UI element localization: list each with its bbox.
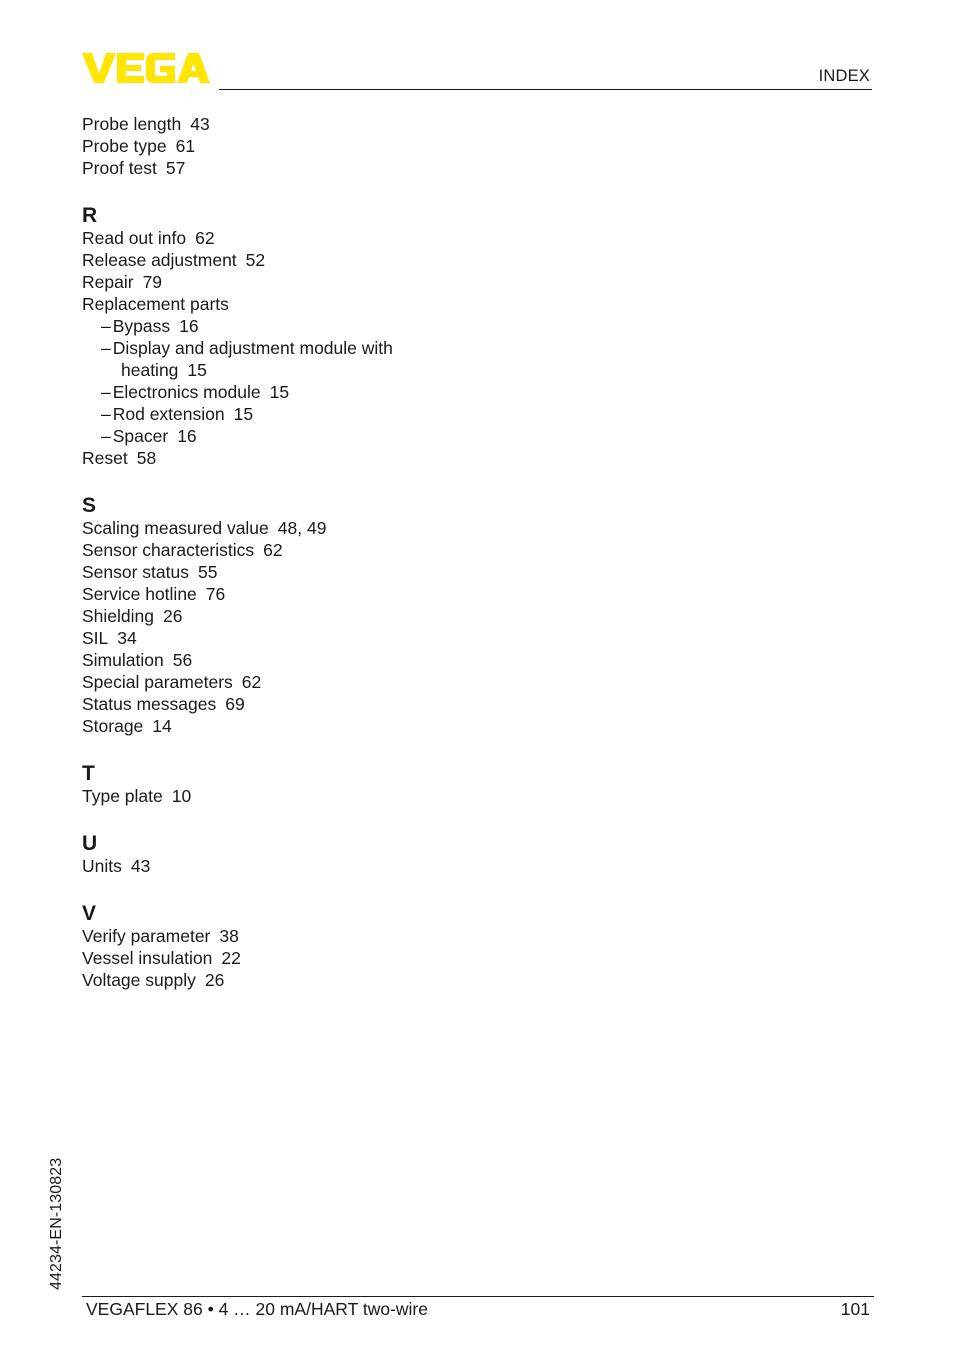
index-term: Replacement parts bbox=[82, 294, 229, 314]
index-entry bbox=[82, 693, 602, 715]
index-section-u bbox=[82, 833, 602, 877]
index-page-ref: 15 bbox=[233, 404, 254, 424]
index-subentry bbox=[82, 315, 602, 337]
index-term: Vessel insulation bbox=[82, 948, 213, 968]
index-term: Simulation bbox=[82, 650, 164, 670]
index-entry bbox=[82, 969, 602, 991]
index-entry bbox=[82, 583, 602, 605]
index-term: Electronics module bbox=[112, 382, 261, 402]
index-page-ref: 26 bbox=[163, 606, 183, 626]
index-section-t bbox=[82, 763, 602, 807]
index-page-ref: 43 bbox=[130, 856, 151, 876]
index-term: heating bbox=[121, 360, 179, 380]
index-entry bbox=[82, 447, 602, 469]
index-page-ref: 43 bbox=[190, 114, 210, 134]
index-subentry bbox=[82, 337, 602, 359]
index-entry bbox=[82, 605, 602, 627]
index-term: Read out info bbox=[82, 228, 187, 248]
index-letter-heading: T bbox=[82, 762, 95, 785]
index-term: Shielding bbox=[82, 606, 154, 626]
index-subentry-continuation bbox=[82, 359, 602, 381]
subentry-dash: – bbox=[101, 426, 111, 446]
footer-page-number: 101 bbox=[840, 1299, 870, 1319]
index-page-ref: 48, 49 bbox=[277, 518, 327, 538]
index-entry bbox=[82, 113, 602, 135]
index-term: Repair bbox=[82, 272, 134, 292]
index-page-ref: 62 bbox=[241, 672, 262, 692]
index-term: Display and adjustment module with bbox=[112, 338, 393, 358]
index-term: Service hotline bbox=[82, 584, 197, 604]
index-page-ref: 16 bbox=[177, 426, 197, 446]
subentry-dash: – bbox=[101, 382, 111, 402]
index-page-ref: 10 bbox=[171, 786, 192, 806]
index-entry bbox=[82, 135, 602, 157]
index-term: Storage bbox=[82, 716, 144, 736]
vega-logo-mark bbox=[82, 51, 212, 84]
index-page-ref: 61 bbox=[175, 136, 196, 156]
index-entry bbox=[82, 561, 602, 583]
index-entry bbox=[82, 649, 602, 671]
subentry-dash: – bbox=[101, 338, 111, 358]
index-page-ref: 62 bbox=[263, 540, 283, 560]
index-page-ref: 76 bbox=[205, 584, 226, 604]
header-section-label: INDEX bbox=[818, 67, 870, 85]
index-entry bbox=[82, 627, 602, 649]
index-subentry bbox=[82, 381, 602, 403]
index-page-ref: 22 bbox=[221, 948, 241, 968]
subentry-dash: – bbox=[101, 404, 111, 424]
index-entry bbox=[82, 293, 602, 315]
index-term: Units bbox=[82, 856, 122, 876]
footer-document-title: VEGAFLEX 86 • 4 … 20 mA/HART two-wire bbox=[86, 1299, 428, 1319]
index-term: Sensor status bbox=[82, 562, 189, 582]
index-page-ref: 79 bbox=[142, 272, 163, 292]
index-entry bbox=[82, 271, 602, 293]
index-term: Rod extension bbox=[112, 404, 225, 424]
index-term: Verify parameter bbox=[82, 926, 211, 946]
index-section-v bbox=[82, 903, 602, 991]
index-term: Spacer bbox=[112, 426, 169, 446]
index-entry bbox=[82, 855, 602, 877]
index-entry bbox=[82, 227, 602, 249]
index-term: Type plate bbox=[82, 786, 163, 806]
index-section-r bbox=[82, 205, 602, 469]
index-term: Sensor characteristics bbox=[82, 540, 255, 560]
footer-divider bbox=[82, 1296, 874, 1297]
index-term: Probe type bbox=[82, 136, 167, 156]
index-entry bbox=[82, 517, 602, 539]
index-page-ref: 52 bbox=[245, 250, 266, 270]
index-entry bbox=[82, 947, 602, 969]
vega-logo bbox=[82, 51, 212, 84]
index-term: Release adjustment bbox=[82, 250, 237, 270]
index-page-ref: 62 bbox=[195, 228, 215, 248]
index-term: Reset bbox=[82, 448, 128, 468]
index-term: Bypass bbox=[112, 316, 171, 336]
index-letter-heading: R bbox=[82, 204, 98, 227]
index-letter-heading: V bbox=[82, 902, 97, 925]
subentry-dash: – bbox=[101, 316, 111, 336]
index-letter-heading: U bbox=[82, 832, 98, 855]
index-page-ref: 34 bbox=[117, 628, 137, 648]
index-term: Proof test bbox=[82, 158, 157, 178]
index-page-ref: 38 bbox=[219, 926, 239, 946]
index-term: Status messages bbox=[82, 694, 217, 714]
index-entry bbox=[82, 785, 602, 807]
index-entry bbox=[82, 539, 602, 561]
index-page-ref: 55 bbox=[198, 562, 218, 582]
index-page-ref: 69 bbox=[225, 694, 245, 714]
index-term: Probe length bbox=[82, 114, 182, 134]
index-page-ref: 15 bbox=[187, 360, 207, 380]
index-page-ref: 15 bbox=[269, 382, 290, 402]
index-entry bbox=[82, 925, 602, 947]
index-page-ref: 16 bbox=[179, 316, 199, 336]
index-entry bbox=[82, 249, 602, 271]
index-section-s bbox=[82, 495, 602, 737]
index-term: Voltage supply bbox=[82, 970, 196, 990]
index-term: SIL bbox=[82, 628, 109, 648]
index-term: Special parameters bbox=[82, 672, 233, 692]
index-list bbox=[82, 113, 602, 991]
index-entry bbox=[82, 715, 602, 737]
index-page-ref: 58 bbox=[136, 448, 157, 468]
document-code: 44234-EN-130823 bbox=[48, 1157, 65, 1290]
index-entry bbox=[82, 671, 602, 693]
index-subentry bbox=[82, 403, 602, 425]
index-entry bbox=[82, 157, 602, 179]
index-group-p bbox=[82, 113, 602, 179]
index-page-ref: 14 bbox=[152, 716, 172, 736]
index-subentry bbox=[82, 425, 602, 447]
index-page-ref: 56 bbox=[172, 650, 193, 670]
index-page-ref: 26 bbox=[204, 970, 225, 990]
header-divider bbox=[219, 89, 872, 90]
index-letter-heading: S bbox=[82, 494, 97, 517]
index-term: Scaling measured value bbox=[82, 518, 269, 538]
index-page-ref: 57 bbox=[165, 158, 186, 178]
